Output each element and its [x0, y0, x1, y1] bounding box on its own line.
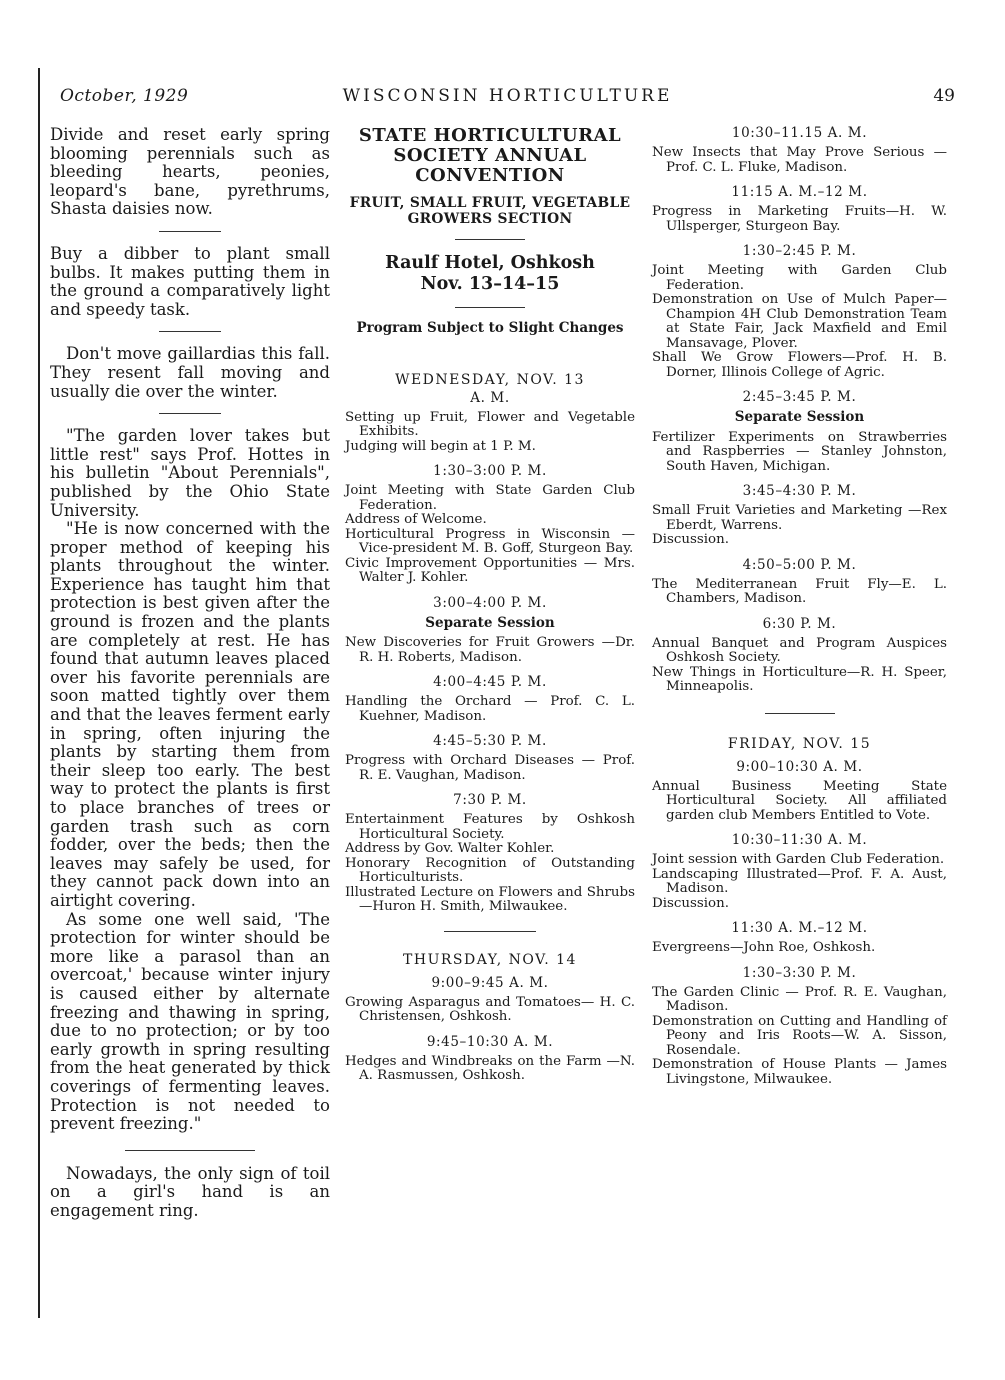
program-item: Evergreens—John Roe, Oshkosh. — [652, 940, 876, 955]
program-item: Annual Banquet and Program Auspices Oshkosh Society. — [652, 635, 947, 665]
divider — [159, 231, 221, 232]
divider — [125, 1150, 255, 1151]
time-slot: 1:30–3:00 P. M. — [433, 463, 547, 479]
program-item: Honorary Recognition of Outstanding Horticulturists. — [345, 855, 635, 885]
issue-date: October, 1929 — [60, 86, 189, 106]
divider — [159, 331, 221, 332]
program-item: Demonstration on Use of Mulch Paper—Champion 4H Club Demonstration Team at State Fair, Jack Maxfield and Emil Mansavage, Plover. — [652, 292, 947, 351]
program-item: Discussion. — [652, 532, 729, 547]
program-item: Fertilizer Experiments on Strawberries and Raspberries — Stanley Johnston, South Haven, Michigan. — [652, 429, 947, 474]
program-item: Small Fruit Varieties and Marketing —Rex Eberdt, Warrens. — [652, 503, 947, 533]
program-item: Joint session with Garden Club Federation. — [652, 852, 945, 867]
time-slot: 4:50–5:00 P. M. — [742, 556, 857, 573]
running-header — [60, 86, 955, 110]
divider — [455, 239, 525, 240]
time-slot: 9:45–10:30 A. M. — [426, 1033, 554, 1050]
program-item: Growing Asparagus and Tomatoes— H. C. Christensen, Oshkosh. — [345, 994, 635, 1024]
program-item: Judging will begin at 1 P. M. — [345, 438, 536, 454]
program-item: New Discoveries for Fruit Growers —Dr. R. H. Roberts, Madison. — [345, 635, 635, 665]
divider — [765, 713, 835, 714]
time-slot: 2:45–3:45 P. M. — [742, 389, 857, 405]
middle-column — [345, 126, 635, 1084]
section-title: FRUIT, SMALL FRUIT, VEGETABLE GROWERS SECTION — [349, 195, 631, 227]
convention-title: STATE HORTICULTURAL SOCIETY ANNUAL CONVENTION — [358, 125, 622, 186]
time-slot: 1:30–2:45 P. M. — [742, 243, 857, 259]
program-item: Progress in Marketing Fruits—H. W. Ullsperger, Sturgeon Bay. — [652, 204, 947, 234]
program-item: Joint Meeting with State Garden Club Federation. — [345, 483, 635, 513]
paragraph: "The garden lover takes but little rest" says Prof. Hottes in his bulletin "About Perennials", published by the Ohio State University. — [50, 426, 330, 520]
time-slot: 9:00–9:45 A. M. — [431, 974, 549, 991]
program-item: Discussion. — [652, 895, 729, 911]
program-item: Landscaping Illustrated—Prof. F. A. Aust, Madison. — [652, 866, 947, 896]
program-item: Address by Gov. Walter Kohler. — [345, 841, 555, 856]
program-item: Demonstration of House Plants — James Livingstone, Milwaukee. — [652, 1057, 947, 1087]
program-item: Progress with Orchard Diseases — Prof. R. E. Vaughan, Madison. — [345, 753, 635, 783]
program-item: Entertainment Features by Oshkosh Horticultural Society. — [345, 812, 635, 842]
time-slot: 10:30–11:30 A. M. — [731, 832, 868, 848]
left-column — [50, 126, 330, 1220]
paragraph: As some one well said, 'The protection for winter should be more like a parasol than an overcoat,' because winter injury is caused either by alternate freezing and thawing in spring, due to no protection; or by too early growth in spring resulting from the heat generated by thick coverings of fermenting leaves. Protection is not needed to prevent freezing." — [50, 909, 330, 1134]
divider — [455, 307, 525, 308]
program-item: Demonstration on Cutting and Handling of Peony and Iris Roots—W. A. Sisson, Rosendale. — [652, 1013, 947, 1058]
program-item: New Things in Horticulture—R. H. Speer, Minneapolis. — [652, 664, 947, 694]
program-item: Annual Business Meeting State Horticultural Society. All affiliated garden club Members Entitled to Vote. — [652, 778, 947, 823]
journal-title: WISCONSIN HORTICULTURE — [342, 86, 673, 106]
program-item: Illustrated Lecture on Flowers and Shrubs—Huron H. Smith, Milwaukee. — [345, 884, 635, 914]
program-item: Address of Welcome. — [345, 512, 487, 527]
program-item: Setting up Fruit, Flower and Vegetable Exhibits. — [345, 409, 635, 439]
page-number: 49 — [933, 86, 955, 106]
divider — [444, 931, 536, 932]
time-slot: 9:00–10:30 A. M. — [736, 758, 863, 775]
day-heading: THURSDAY, NOV. 14 — [403, 951, 577, 968]
program-item: Horticultural Progress in Wisconsin — Vice-president M. B. Goff, Sturgeon Bay. — [345, 526, 635, 556]
time-slot: 4:45–5:30 P. M. — [433, 733, 547, 749]
program-item: Civic Improvement Opportunities — Mrs. Walter J. Kohler. — [345, 555, 635, 585]
program-item: The Garden Clinic — Prof. R. E. Vaughan, Madison. — [652, 984, 947, 1014]
program-note: Program Subject to Slight Changes — [356, 320, 624, 336]
paragraph: Divide and reset early spring blooming perennials such as bleeding hearts, peonies, leopard's bane, pyrethrums, Shasta daisies now. — [50, 125, 330, 219]
paragraph: Buy a dibber to plant small bulbs. It makes putting them in the ground a comparatively light and speedy task. — [50, 243, 330, 319]
paragraph: "He is now concerned with the proper method of keeping his plants throughout the winter. Experience has taught him that protection is best given after the ground is frozen and the plants are completely at rest. He has found that autumn leaves placed over his favorite perennials are soon matted tightly over them and that the leaves ferment early in spring, often injuring the plants by starting them from their sleep too early. The best way to protect the plants is first to place branches of trees or garden trash such as corn fodder, over the beds; then the leaves may safely be used, for they cannot pack down into an airtight covering. — [50, 519, 330, 910]
time-slot: 10:30–11.15 A. M. — [731, 125, 868, 141]
time-slot: 11:15 A. M.–12 M. — [731, 184, 868, 200]
program-item: The Mediterranean Fruit Fly—E. L. Chambers, Madison. — [652, 576, 947, 606]
program-item: Joint Meeting with Garden Club Federation. — [652, 263, 947, 293]
paragraph: Don't move gaillardias this fall. They resent fall moving and usually die over the winter. — [50, 344, 330, 401]
page-edge-rule — [38, 68, 40, 1318]
session-label: Separate Session — [734, 409, 865, 425]
program-item: New Insects that May Prove Serious —Prof. C. L. Fluke, Madison. — [652, 145, 947, 175]
day-heading: FRIDAY, NOV. 15 — [727, 735, 872, 752]
time-slot: 6:30 P. M. — [762, 615, 837, 632]
paragraph: Nowadays, the only sign of toil on a girl's hand is an engagement ring. — [50, 1163, 330, 1220]
time-slot: 11:30 A. M.–12 M. — [731, 920, 868, 936]
program-item: Hedges and Windbreaks on the Farm —N. A. Rasmussen, Oshkosh. — [345, 1053, 635, 1083]
time-slot: 3:45–4:30 P. M. — [742, 483, 857, 499]
program-item: Handling the Orchard — Prof. C. L. Kuehner, Madison. — [345, 694, 635, 724]
day-heading: WEDNESDAY, NOV. 13 — [395, 371, 585, 388]
right-column — [652, 126, 947, 1087]
session-label: Separate Session — [425, 614, 555, 631]
time-slot: 1:30–3:30 P. M. — [742, 964, 857, 981]
divider — [159, 413, 221, 414]
program-item: Shall We Grow Flowers—Prof. H. B. Dorner, Illinois College of Agric. — [652, 350, 947, 380]
time-slot: A. M. — [470, 389, 510, 406]
time-slot: 7:30 P. M. — [453, 792, 527, 808]
time-slot: 4:00–4:45 P. M. — [433, 674, 547, 690]
time-slot: 3:00–4:00 P. M. — [433, 594, 547, 611]
convention-dates: Nov. 13–14–15 — [420, 274, 560, 294]
venue: Raulf Hotel, Oshkosh — [385, 253, 595, 273]
